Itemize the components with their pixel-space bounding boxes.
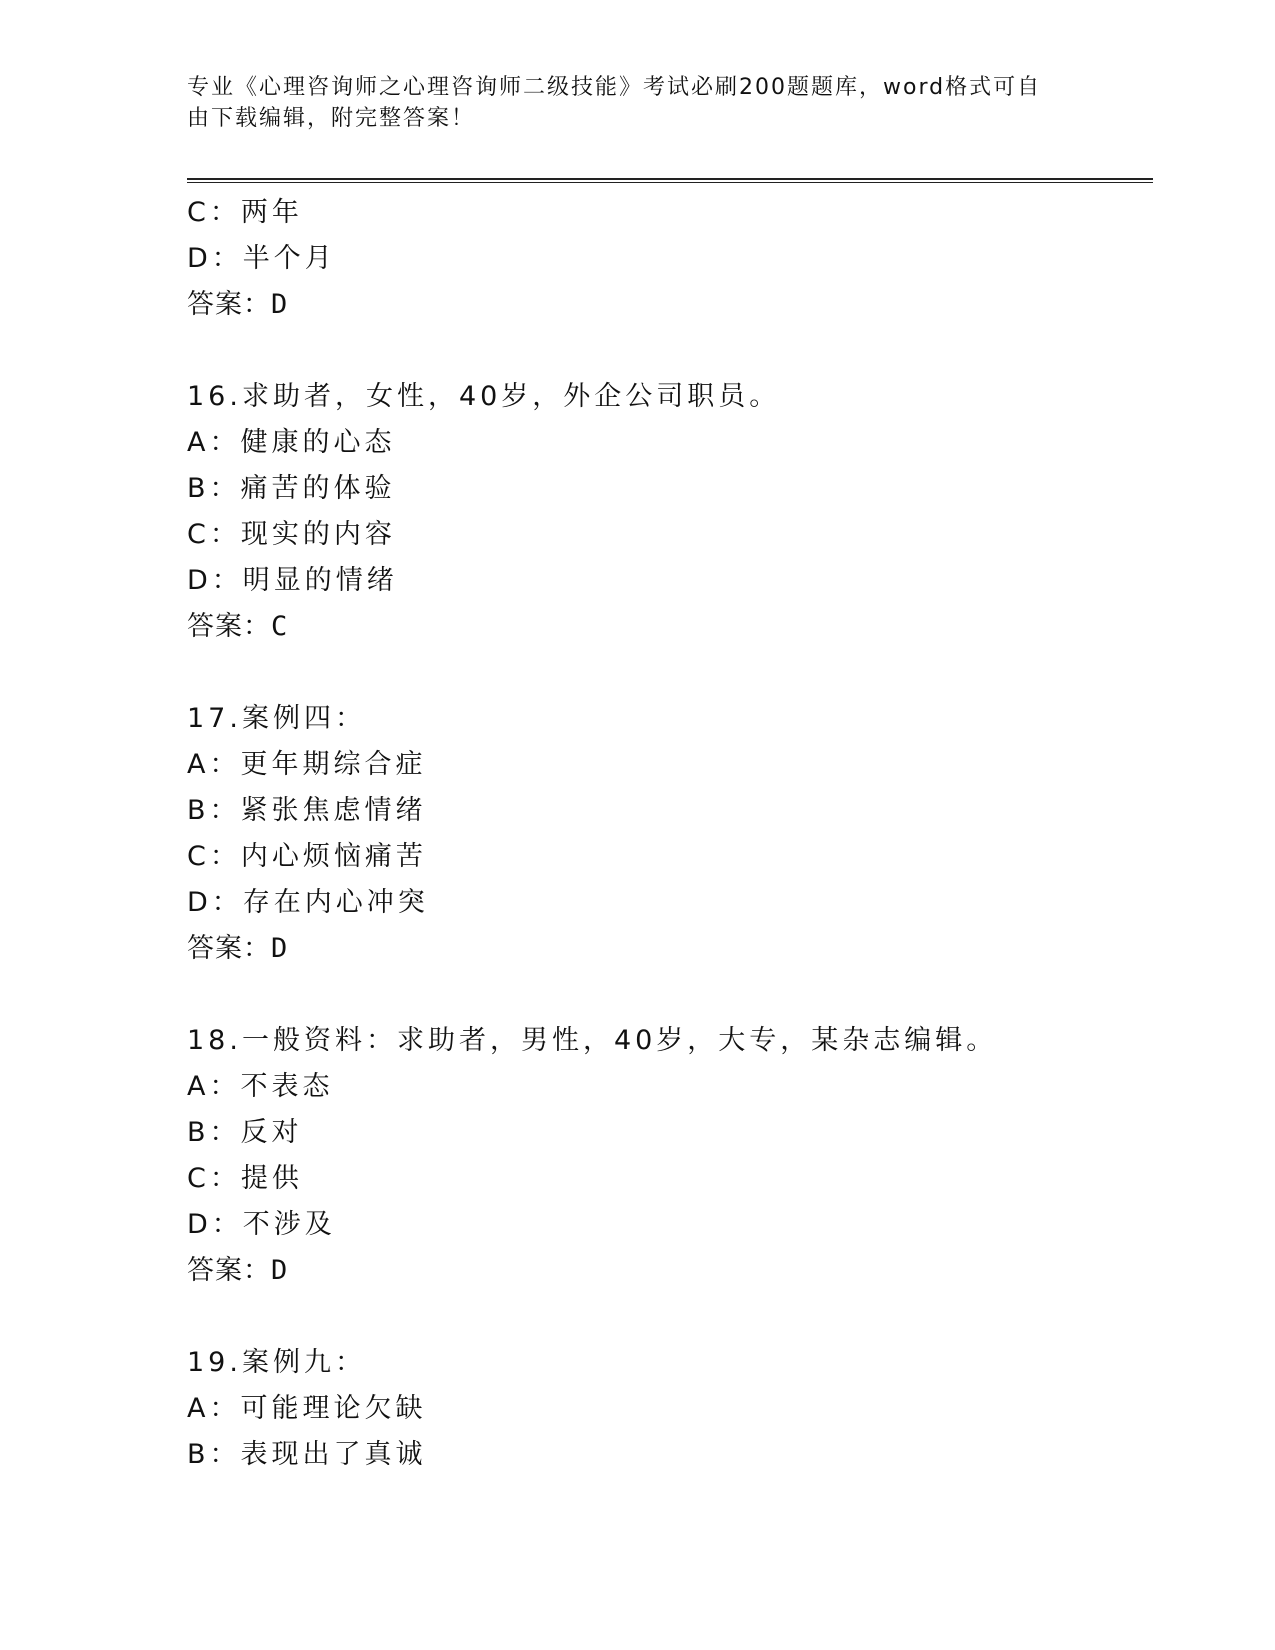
option-d (187, 558, 1147, 604)
spacer (187, 972, 1147, 1018)
option-text: 两年 (240, 197, 303, 228)
answer-value: D (271, 1255, 289, 1286)
answer-line (187, 282, 1147, 328)
option-b (187, 466, 1147, 512)
answer-line (187, 1248, 1147, 1294)
option-text: 提供 (240, 1163, 303, 1194)
option-text: 内心烦恼痛苦 (240, 841, 427, 872)
question-stem: 16.求助者，女性，40岁，外企公司职员。 (187, 381, 781, 412)
option-a (187, 1386, 1147, 1432)
option-text: 更年期综合症 (240, 749, 427, 780)
answer-value: D (271, 289, 289, 320)
answer-value: D (271, 933, 289, 964)
option-label: C： (187, 1163, 241, 1194)
option-b (187, 1432, 1147, 1478)
option-label: A： (187, 427, 241, 458)
option-text: 不涉及 (242, 1209, 336, 1240)
answer-label: 答案： (187, 1255, 271, 1286)
option-label: A： (187, 1393, 241, 1424)
option-text: 健康的心态 (240, 427, 396, 458)
option-text: 存在内心冲突 (242, 887, 429, 918)
option-text: 表现出了真诚 (240, 1439, 427, 1470)
option-label: A： (187, 749, 241, 780)
answer-value: C (271, 611, 289, 642)
document-header (187, 72, 1077, 134)
spacer (187, 650, 1147, 696)
header-divider-thin (187, 182, 1153, 183)
option-c (187, 834, 1147, 880)
option-c (187, 190, 1147, 236)
answer-line (187, 926, 1147, 972)
spacer (187, 328, 1147, 374)
option-label: D： (187, 887, 243, 918)
option-label: D： (187, 243, 243, 274)
option-label: C： (187, 519, 241, 550)
header-line-1: 专业《心理咨询师之心理咨询师二级技能》考试必刷200题题库，word格式可自 (187, 75, 1042, 100)
option-a (187, 742, 1147, 788)
option-a (187, 420, 1147, 466)
option-label: D： (187, 1209, 243, 1240)
option-text: 痛苦的体验 (240, 473, 396, 504)
option-d (187, 236, 1147, 282)
spacer (187, 1294, 1147, 1340)
option-text: 明显的情绪 (242, 565, 398, 596)
answer-label: 答案： (187, 933, 271, 964)
option-c (187, 512, 1147, 558)
question-stem: 18.一般资料：求助者，男性，40岁，大专，某杂志编辑。 (187, 1025, 998, 1056)
question-stem: 17.案例四： (187, 703, 366, 734)
option-text: 反对 (240, 1117, 303, 1148)
option-label: B： (187, 473, 241, 504)
option-label: B： (187, 1117, 241, 1148)
option-text: 不表态 (240, 1071, 334, 1102)
option-label: C： (187, 197, 241, 228)
answer-label: 答案： (187, 289, 271, 320)
option-b (187, 788, 1147, 834)
option-label: D： (187, 565, 243, 596)
question-stem: 19.案例九： (187, 1347, 366, 1378)
answer-line (187, 604, 1147, 650)
option-a (187, 1064, 1147, 1110)
option-text: 紧张焦虑情绪 (240, 795, 427, 826)
header-divider-thick (187, 178, 1153, 180)
option-text: 现实的内容 (240, 519, 396, 550)
option-text: 可能理论欠缺 (240, 1393, 427, 1424)
option-d (187, 880, 1147, 926)
option-label: B： (187, 1439, 241, 1470)
option-d (187, 1202, 1147, 1248)
option-label: C： (187, 841, 241, 872)
option-text: 半个月 (242, 243, 336, 274)
question-list (187, 190, 1147, 1478)
header-line-2: 由下载编辑，附完整答案！ (187, 106, 476, 131)
answer-label: 答案： (187, 611, 271, 642)
option-b (187, 1110, 1147, 1156)
option-c (187, 1156, 1147, 1202)
option-label: A： (187, 1071, 241, 1102)
option-label: B： (187, 795, 241, 826)
